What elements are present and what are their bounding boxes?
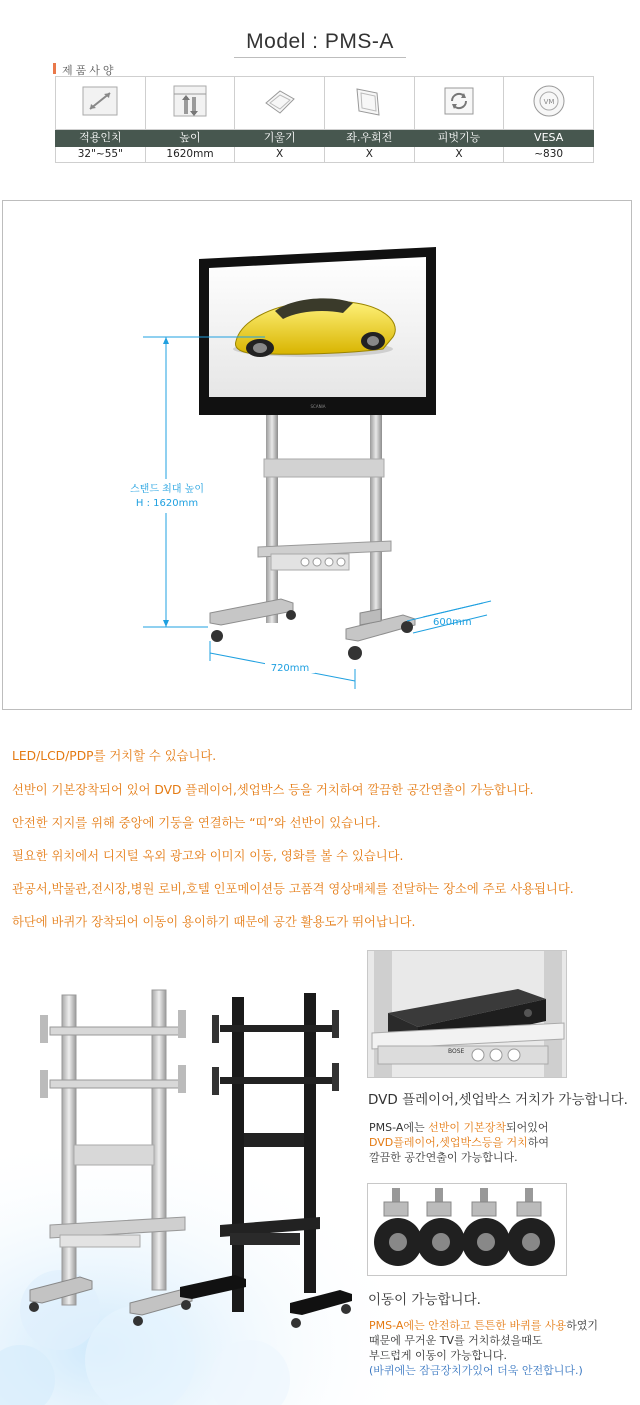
casters-note-text: 때문에 무거운 TV를 거치하셨을때도 [369, 1334, 543, 1347]
vesa-icon [529, 83, 569, 119]
spec-cell-vesa [504, 77, 594, 130]
tilt-icon [260, 83, 300, 119]
description-line: 필요한 위치에서 디지털 옥외 광고와 이미지 이동, 영화를 볼 수 있습니다. [12, 849, 404, 863]
casters-note-text: 하였기 [566, 1319, 599, 1332]
description-line: 안전한 지지를 위해 중앙에 기둥을 연결하는 “띠”와 선반이 있습니다. [12, 816, 381, 830]
spec-cell-height [145, 77, 235, 130]
dvd-caption: DVD 플레이어,셋업박스 거치가 가능합니다. [368, 1092, 628, 1108]
description-line: 하단에 바퀴가 장착되어 이동이 용이하기 때문에 공간 활용도가 뛰어납니다. [12, 915, 416, 929]
spec-header-swivel: 좌.우회전 [324, 130, 414, 147]
casters-note-highlight: 안전하고 튼튼한 바퀴를 사용 [428, 1319, 567, 1332]
spec-table [55, 76, 594, 163]
spec-header-pivot: 피벗기능 [414, 130, 504, 147]
description-line: LED/LCD/PDP를 거치할 수 있습니다. [12, 749, 217, 763]
height-label-title: 스탠드 최대 높이 [130, 484, 204, 495]
spec-value-size: 32"~55" [56, 147, 146, 163]
description-line: 관공서,박물관,전시장,병원 로비,호텔 인포메이션등 고품격 영상매체를 전달하는 장소에 주로 사용됩니다. [12, 882, 574, 896]
depth-label: 600mm [433, 617, 472, 628]
casters-caption: 이동이 가능합니다. [368, 1292, 481, 1308]
diagonal-size-icon [80, 83, 120, 119]
casters-lock-note: (바퀴에는 잠금장치가있어 더욱 안전합니다.) [369, 1364, 583, 1377]
dvd-note-text: 되어있어 [506, 1121, 549, 1134]
pivot-icon [439, 83, 479, 119]
dvd-note-highlight: 선반이 기본장착 [428, 1121, 506, 1134]
height-label-value: H : 1620mm [135, 498, 199, 509]
dvd-note-highlight: DVD플레이어,셋업박스등을 거치 [369, 1136, 528, 1149]
spec-value-tilt: X [235, 147, 325, 163]
spec-header-tilt: 기울기 [235, 130, 325, 147]
spec-cell-swivel [324, 77, 414, 130]
svg-text:VM: VM [543, 98, 555, 106]
spec-cell-size [56, 77, 146, 130]
stand-products-image [20, 985, 365, 1335]
dvd-note [369, 1120, 549, 1165]
casters-note [369, 1318, 598, 1378]
model-title: Model : PMS-A [246, 30, 394, 53]
spec-header-height: 높이 [145, 130, 235, 147]
spec-cell-tilt [235, 77, 325, 130]
dimension-diagram [2, 200, 632, 710]
casters-note-highlight: PMS-A에는 [369, 1319, 429, 1332]
spec-value-pivot: X [414, 147, 504, 163]
shelf-brand: BOSE [448, 1048, 465, 1055]
description-line: 선반이 기본장착되어 있어 DVD 플레이어,셋업박스 등을 거치하여 깔끔한 공간연출이 가능합니다. [12, 783, 534, 797]
dvd-shelf-photo [367, 950, 567, 1078]
spec-header-vesa: VESA [504, 130, 594, 147]
dvd-note-text: PMS-A에는 [369, 1121, 429, 1134]
stand-illustration [3, 201, 631, 709]
title-underline [234, 57, 406, 58]
spec-cell-pivot [414, 77, 504, 130]
width-label: 720mm [270, 663, 310, 674]
casters-note-text: 부드럽게 이동이 가능합니다. [369, 1349, 508, 1362]
spec-value-vesa: ~830 [504, 147, 594, 163]
tv-brand: SCANIA [310, 404, 326, 409]
dvd-note-text: 깔끔한 공간연출이 가능합니다. [369, 1151, 518, 1164]
spec-value-height: 1620mm [145, 147, 235, 163]
casters-photo [367, 1183, 567, 1276]
spec-header-size: 적용인치 [56, 130, 146, 147]
swivel-icon [349, 83, 389, 119]
height-icon [170, 83, 210, 119]
spec-value-swivel: X [324, 147, 414, 163]
spec-section-tag: 제품사양 [53, 62, 117, 78]
dvd-note-text: 하여 [527, 1136, 550, 1149]
